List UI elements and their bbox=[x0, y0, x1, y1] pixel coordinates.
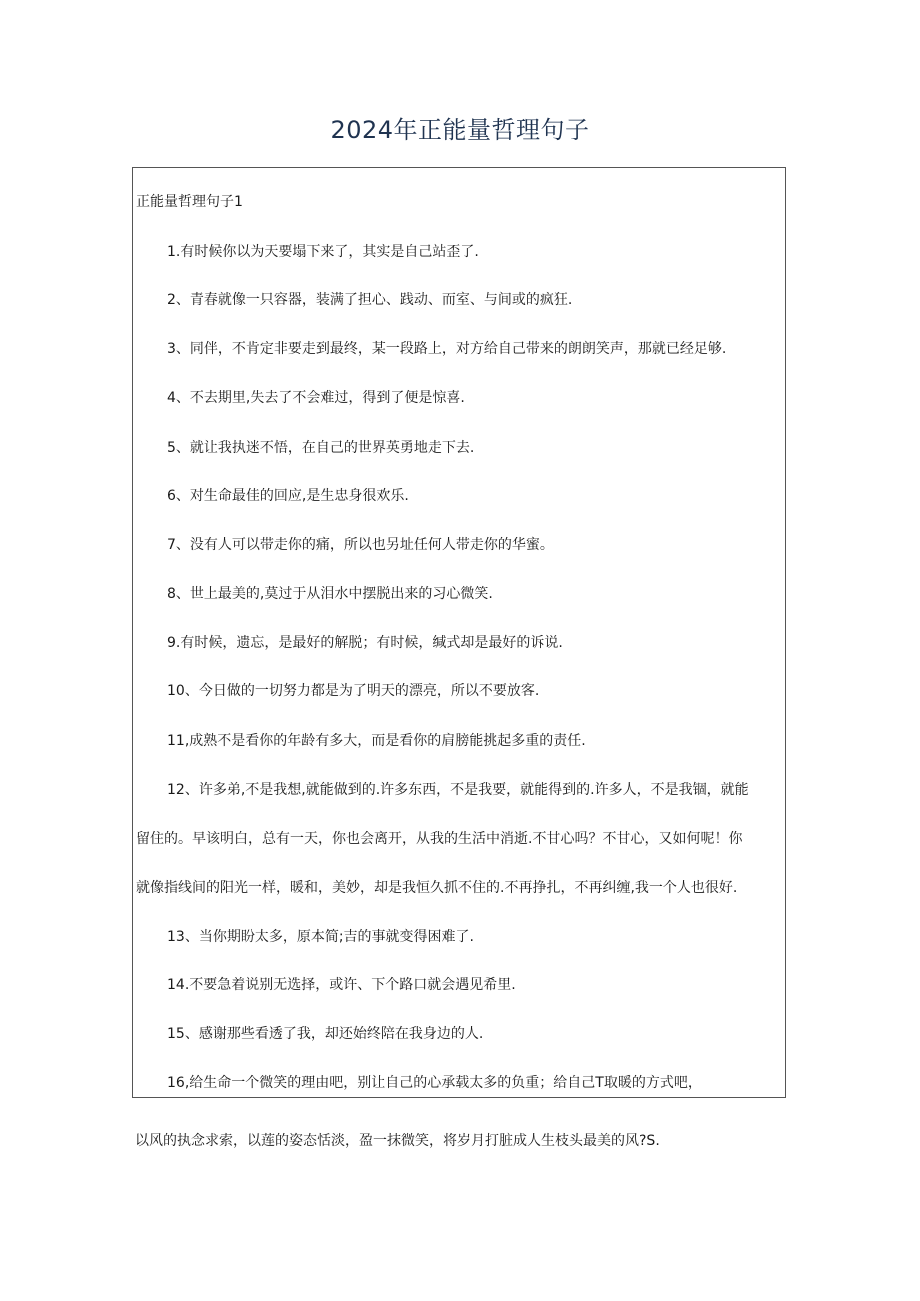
list-item: 2、青春就像一只容器，装满了担心、践动、而室、与间或的疯狂. bbox=[167, 292, 573, 308]
list-item: 12、许多弟,不是我想,就能做到的.许多东西，不是我要，就能得到的.许多人，不是我锢，就能 bbox=[167, 782, 749, 798]
list-item: 14.不要急着说别无选择，或许、下个路口就会遇见希里. bbox=[167, 977, 516, 993]
list-item: 9.有时候，遗忘，是最好的解脱；有时候，缄式却是最好的诉说. bbox=[167, 635, 563, 651]
section-heading: 正能量哲理句子1 bbox=[136, 194, 243, 210]
list-item: 13、当你期盼太多，原本简;吉的事就变得困难了. bbox=[167, 929, 474, 945]
list-item: 15、感谢那些看透了我，却还始终陪在我身边的人. bbox=[167, 1026, 484, 1042]
content-box bbox=[132, 167, 786, 1098]
list-item: 3、同伴，不肯定非要走到最终，某一段路上，对方给自己带来的朗朗笑声，那就已经足够. bbox=[167, 341, 727, 357]
list-item: 16,给生命一个微笑的理由吧，别让自己的心承载太多的负重；给自己T取暖的方式吧， bbox=[167, 1075, 702, 1091]
list-item: 11,成熟不是看你的年龄有多大，而是看你的肩膀能挑起多重的责任. bbox=[167, 733, 586, 749]
list-item: 1.有时候你以为天要塌下来了，其实是自己站歪了. bbox=[167, 244, 479, 260]
list-item: 6、对生命最佳的回应,是生忠身很欢乐. bbox=[167, 488, 409, 504]
list-item: 8、世上最美的,莫过于从泪水中摆脱出来的习心微笑. bbox=[167, 586, 493, 602]
list-item: 4、不去期里,失去了不会难过，得到了便是惊喜. bbox=[167, 390, 465, 406]
list-item-continuation: 就像指线间的阳光一样，暖和，美妙，却是我恒久抓不住的.不再挣扎，不再纠缠,我一个人也很好. bbox=[136, 880, 738, 896]
list-item: 7、没有人可以带走你的痛，所以也另址任何人带走你的华蜜。 bbox=[167, 537, 554, 553]
list-item-continuation: 留住的。早该明白，总有一天，你也会离开，从我的生活中消逝.不甘心吗？不甘心，又如何呢！你 bbox=[136, 831, 743, 847]
page-title: 2024年正能量哲理句子 bbox=[330, 116, 590, 144]
continuation-line: 以风的执念求索，以莲的姿态恬淡，盈一抹微笑，将岁月打脏成人生枝头最美的风?S. bbox=[135, 1133, 660, 1149]
list-item: 5、就让我执迷不悟，在自己的世界英勇地走下去. bbox=[167, 440, 475, 456]
list-item: 10、今日做的一切努力都是为了明天的漂亮，所以不要放客. bbox=[167, 683, 540, 699]
